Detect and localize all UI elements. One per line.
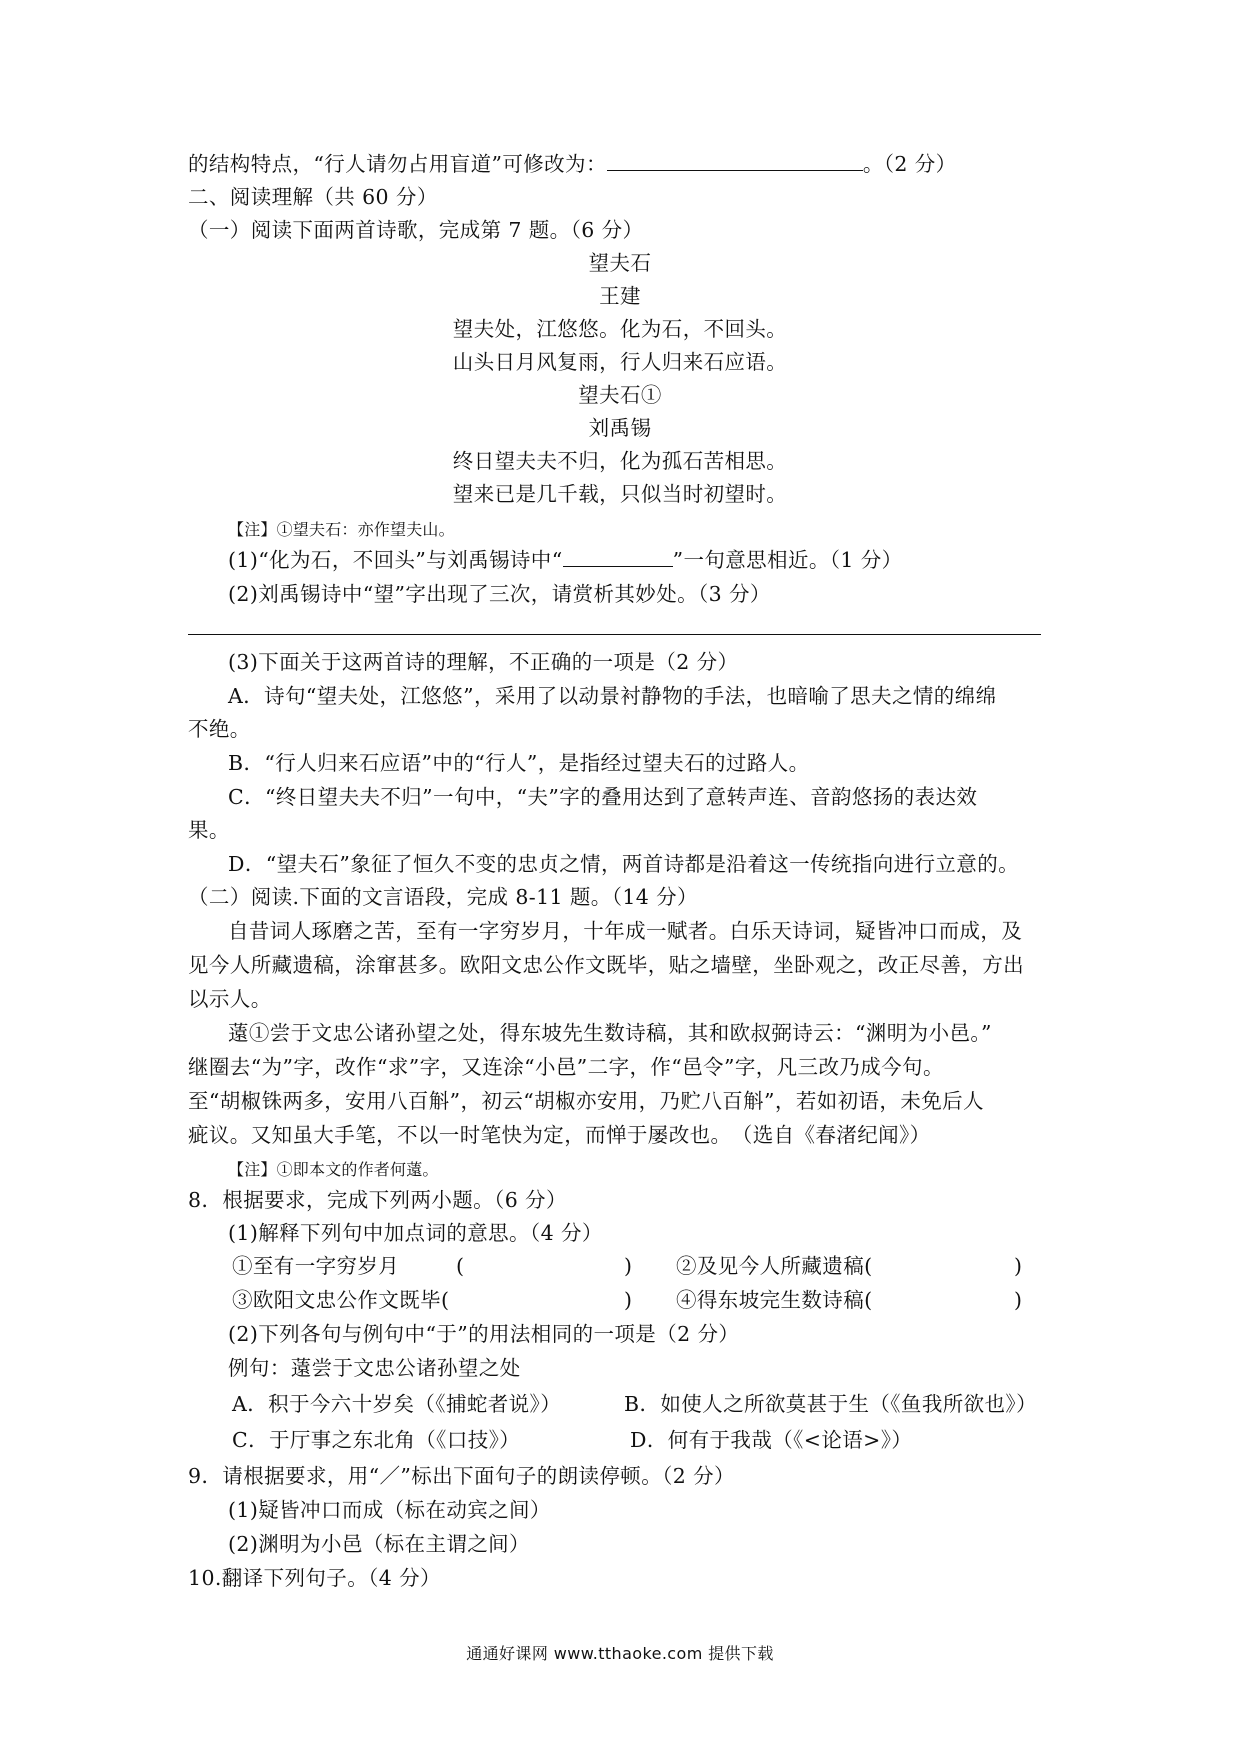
passage-line: 见今人所藏遗稿，涂窜甚多。欧阳文忠公作文既毕，贴之墙壁，坐卧观之，改正尽善，方出 [188,953,1024,977]
q8-item-3: ③欧阳文忠公作文既毕( [232,1288,450,1312]
q7-3: (3)下面关于这两首诗的理解，不正确的一项是（2 分） [228,650,739,674]
passage-line: 自昔词人琢磨之苦，至有一字穷岁月，十年成一赋者。白乐天诗词，疑皆冲口而成，及 [228,919,1023,943]
paren-open: ( [456,1254,465,1278]
passage-line: 以示人。 [188,987,272,1011]
passage-line: 至“胡椒铢两多，安用八百斛”，初云“胡椒亦安用，乃贮八百斛”，若如初语，未免后人 [188,1089,984,1113]
paren-close: ) [1014,1254,1023,1278]
passage-line: 疵议。又知虽大手笔，不以一时笔快为定，而惮于屡改也。 （选自《春渚纪闻》） [188,1123,931,1147]
passage-line: 继圈去“为”字，改作“求”字，又连涂“小邑”二字，作“邑令”字，凡三改乃成今句。 [188,1055,944,1079]
q8-option-a: A．积于今六十岁矣（《捕蛇者说》） [232,1392,562,1416]
q9-sentence: (1)疑皆冲口而成（标在动宾之间） [228,1498,551,1522]
answer-blank[interactable] [607,150,863,171]
q7-1-score: ”一句意思相近。（1 分） [672,548,903,572]
q6-line [188,150,957,178]
part-1-heading: （一）阅读下面两首诗歌，完成第 7 题。（6 分） [188,218,644,242]
option-c-cont: 果。 [188,818,230,842]
q6-text: 的结构特点，“行人请勿占用盲道”可修改为： [188,152,607,176]
q8-option-c: C．于厅事之东北角（《口技》） [232,1428,521,1452]
paren-close: ) [624,1254,633,1278]
q10-heading: 10.翻译下列句子。（4 分） [188,1566,441,1590]
option-b: B．“行人归来石应语”中的“行人”，是指经过望夫石的过路人。 [228,751,810,775]
q9-heading: 9．请根据要求，用“／”标出下面句子的朗读停顿。（2 分） [188,1464,735,1488]
q7-1 [228,546,903,574]
q8-sub2: (2)下列各句与例句中“于”的用法相同的一项是（2 分） [228,1322,740,1346]
poem1-line: 山头日月风复雨，行人归来石应语。 [452,350,788,374]
q8-example: 例句：薳尝于文忠公诸孙望之处 [228,1356,521,1380]
passage-line: 薳①尝于文忠公诸孙望之处，得东坡先生数诗稿，其和欧叔弼诗云：“渊明为小邑。” [228,1021,992,1045]
poem1-title: 望夫石 [588,251,652,275]
part-2-heading: （二）阅读.下面的文言语段，完成 8-11 题。（14 分） [188,885,698,909]
q8-item-4: ④得东坡完生数诗稿( [676,1288,873,1312]
poem1-author: 王建 [599,284,641,308]
option-a-cont: 不绝。 [188,717,251,741]
q8-heading: 8．根据要求，完成下列两小题。（6 分） [188,1188,567,1212]
q7-2: (2)刘禹锡诗中“望”字出现了三次，请赏析其妙处。（3 分） [228,582,771,606]
answer-line[interactable] [188,634,1041,635]
q6-score: 。（2 分） [862,152,957,176]
q8-option-d: D．何有于我哉（《<论语>》） [630,1428,913,1452]
footer-source: 通通好课网 www.tthaoke.com 提供下载 [466,1644,774,1663]
poem2-line: 望来已是几千载，只似当时初望时。 [452,482,788,506]
poem2-author: 刘禹锡 [588,416,652,440]
option-a: A．诗句“望夫处，江悠悠”，采用了以动景衬静物的手法，也暗喻了思夫之情的绵绵 [228,684,997,708]
poem1-line: 望夫处，江悠悠。化为石，不回头。 [452,317,788,341]
poem2-line: 终日望夫夫不归，化为孤石苦相思。 [452,449,788,473]
answer-blank[interactable] [563,546,673,567]
poem2-title: 望夫石① [578,383,662,407]
q8-option-b: B．如使人之所欲莫甚于生（《鱼我所欲也》） [624,1392,1037,1416]
q8-item-1: ①至有一字穷岁月 [232,1254,400,1278]
passage-note: 【注】①即本文的作者何薳。 [228,1160,439,1179]
q8-sub1: (1)解释下列句中加点词的意思。（4 分） [228,1221,603,1245]
q7-1-text: (1)“化为石，不回头”与刘禹锡诗中“ [228,548,563,572]
q9-sentence: (2)渊明为小邑（标在主谓之间） [228,1532,530,1556]
paren-close: ) [624,1288,633,1312]
poem-note: 【注】①望夫石：亦作望夫山。 [228,520,455,539]
paren-close: ) [1014,1288,1023,1312]
section-title: 二、阅读理解（共 60 分） [188,185,438,209]
q8-item-2: ②及见今人所藏遗稿( [676,1254,873,1278]
option-c: C．“终日望夫夫不归”一句中，“夫”字的叠用达到了意转声连、音韵悠扬的表达效 [228,785,978,809]
option-d: D．“望夫石”象征了恒久不变的忠贞之情，两首诗都是沿着这一传统指向进行立意的。 [228,852,1019,876]
